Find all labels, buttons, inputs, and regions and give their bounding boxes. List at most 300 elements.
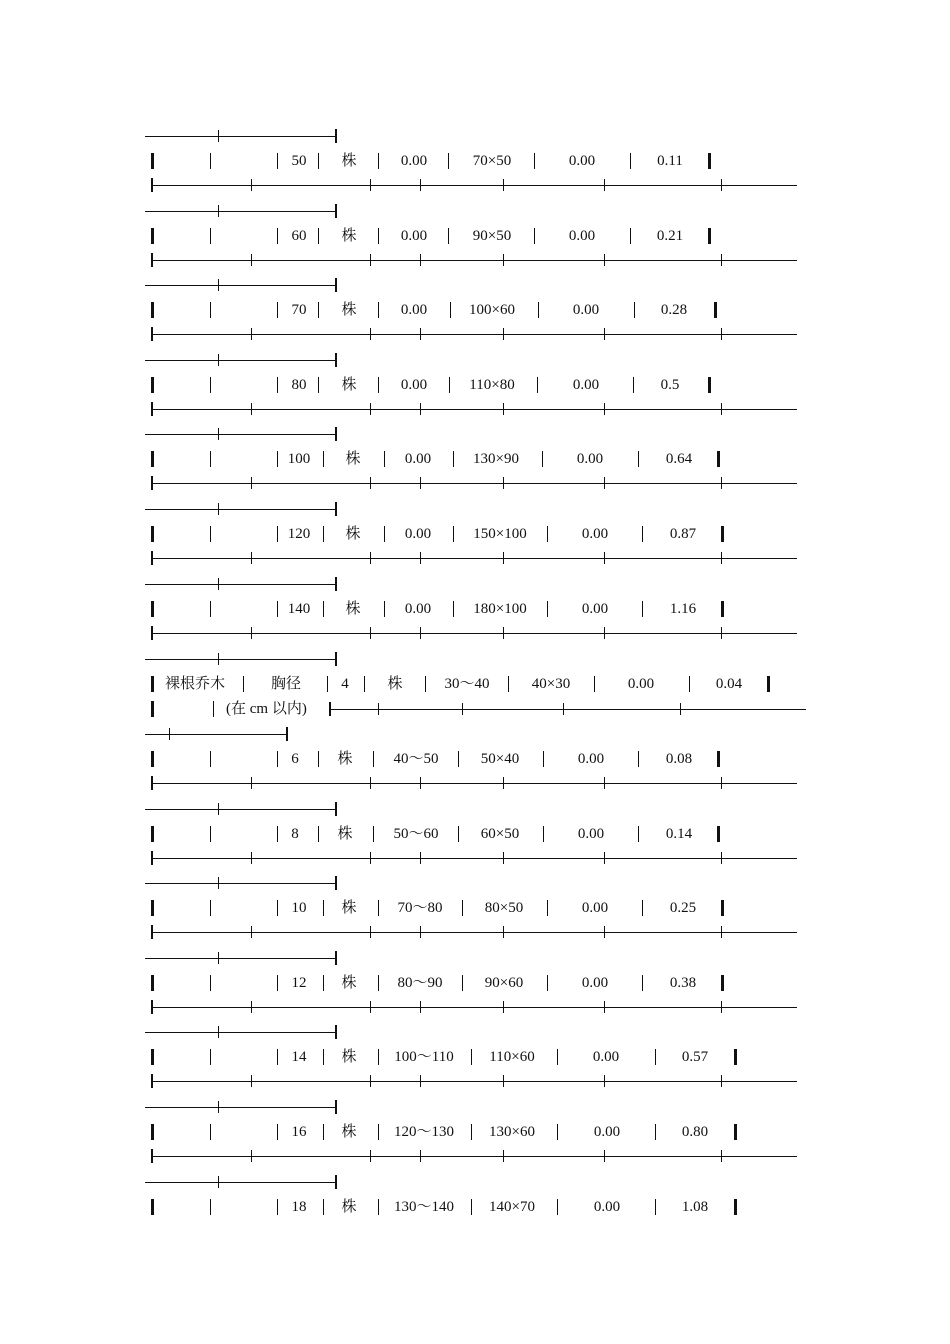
- cell-value-2: 0.00: [593, 1124, 621, 1140]
- table-row-rule-start: [151, 776, 153, 790]
- table-border-fragment: [145, 734, 286, 735]
- cell-unit: 株: [345, 600, 361, 617]
- cell-border: [378, 153, 379, 169]
- cell-value-2: 0.00: [577, 825, 605, 842]
- table-row-rule-tick: [721, 777, 722, 789]
- table-row-rule-tick: [251, 477, 252, 489]
- table-row-rule-tick: [503, 328, 504, 340]
- cell-value-3: 0.64: [665, 451, 693, 468]
- table-border-tick: [218, 803, 219, 815]
- table-row-rule-tick: [604, 1150, 605, 1162]
- cell-border: [384, 451, 385, 467]
- cell-border: [277, 1199, 278, 1215]
- table-border-tick: [218, 279, 219, 291]
- cell-border: [151, 377, 154, 393]
- cell-border: [277, 826, 278, 842]
- table-border-tick: [218, 1101, 219, 1113]
- cell-border: [210, 1199, 211, 1215]
- cell-value-1: 0.00: [400, 227, 428, 244]
- cell-border: [450, 302, 451, 318]
- table-row-rule-tick: [251, 254, 252, 266]
- cell-value-2: 0.00: [581, 974, 609, 991]
- table-row-rule-tick: [420, 1001, 421, 1013]
- table-row-rule-start: [151, 402, 153, 416]
- cell-border: [151, 676, 154, 692]
- table-row-rule: [151, 185, 797, 186]
- table-row-rule-tick: [680, 703, 681, 715]
- cell-border: [471, 1124, 472, 1140]
- table-row-rule-tick: [721, 477, 722, 489]
- table-row-rule-tick: [462, 703, 463, 715]
- cell-border: [543, 751, 544, 767]
- table-row-rule-tick: [721, 627, 722, 639]
- cell-border: [151, 228, 154, 244]
- cell-border: [655, 1199, 656, 1215]
- table-row-rule-tick: [604, 477, 605, 489]
- cell-border: [462, 975, 463, 991]
- cell-border: [642, 526, 643, 542]
- cell-border: [210, 153, 211, 169]
- cell-border: [458, 751, 459, 767]
- table-row-rule-start: [151, 551, 153, 565]
- cell-range: 80～90: [397, 974, 443, 991]
- table-row-rule-tick: [370, 477, 371, 489]
- cell-unit: 株: [345, 451, 361, 468]
- cell-unit: 株: [341, 1124, 357, 1140]
- table-border-fragment: [145, 1107, 335, 1108]
- table-border-tick: [218, 205, 219, 217]
- cell-border: [210, 751, 211, 767]
- cell-value-3: 0.08: [665, 751, 693, 767]
- table-row-rule-tick: [503, 254, 504, 266]
- table-border-tick: [218, 503, 219, 515]
- table-row-rule-tick: [420, 477, 421, 489]
- cell-value-2: 0.00: [572, 376, 600, 393]
- table-row-rule-start: [151, 925, 153, 939]
- cell-diameter: 60: [291, 227, 307, 244]
- table-border-tick: [218, 354, 219, 366]
- table-border-fragment: [145, 509, 335, 510]
- cell-border: [213, 701, 214, 717]
- table-row-rule-tick: [604, 328, 605, 340]
- cell-border: [378, 1199, 379, 1215]
- table-border-end: [335, 951, 337, 965]
- cell-value-3: 0.80: [681, 1124, 709, 1140]
- cell-size: 110×60: [489, 1049, 535, 1066]
- cell-border: [689, 676, 690, 692]
- cell-border: [547, 601, 548, 617]
- table-border-tick: [218, 1176, 219, 1188]
- cell-border: [373, 826, 374, 842]
- table-row-rule: [151, 558, 797, 559]
- cell-size: 100×60: [469, 302, 515, 319]
- table-row-rule-tick: [370, 627, 371, 639]
- cell-border: [151, 1199, 154, 1215]
- cell-value-1: 0.00: [400, 376, 428, 393]
- cell-value-2: 0.00: [576, 451, 604, 468]
- table-row-rule: [151, 633, 797, 634]
- cell-diameter: 14: [291, 1049, 307, 1066]
- cell-border: [318, 228, 319, 244]
- cell-diameter: 8: [291, 825, 299, 842]
- cell-unit: 株: [341, 1049, 357, 1066]
- table-row-rule-tick: [503, 926, 504, 938]
- table-row-rule-tick: [370, 328, 371, 340]
- table-border-end: [335, 1175, 337, 1189]
- table-row-rule-tick: [370, 179, 371, 191]
- table-border-fragment: [145, 1032, 335, 1033]
- cell-border: [318, 153, 319, 169]
- table-row-rule-tick: [604, 852, 605, 864]
- cell-border: [318, 826, 319, 842]
- table-row-rule-tick: [721, 179, 722, 191]
- table-row-rule-tick: [503, 852, 504, 864]
- table-border-end: [335, 652, 337, 666]
- table-row-rule-tick: [420, 1075, 421, 1087]
- cell-value-3: 0.38: [669, 974, 697, 991]
- cell-size: 130×60: [489, 1124, 535, 1140]
- cell-border: [547, 900, 548, 916]
- cell-size: 70×50: [472, 153, 512, 169]
- table-row-rule-tick: [503, 179, 504, 191]
- cell-border: [210, 826, 211, 842]
- cell-diameter: 16: [291, 1124, 307, 1140]
- cell-value-3: 1.08: [681, 1198, 709, 1215]
- cell-size: 110×80: [469, 376, 515, 393]
- table-border-end: [335, 502, 337, 516]
- cell-value-3: 0.28: [660, 302, 688, 319]
- cell-range: 50～60: [393, 825, 439, 842]
- table-row-rule-tick: [563, 703, 564, 715]
- cell-unit: 株: [341, 376, 357, 393]
- table-row-rule-tick: [604, 254, 605, 266]
- cell-border: [721, 975, 724, 991]
- table-row-rule-tick: [503, 627, 504, 639]
- cell-border: [327, 676, 328, 692]
- table-row-rule-start: [151, 253, 153, 267]
- table-row-rule-tick: [420, 777, 421, 789]
- cell-value-3: 0.25: [669, 900, 697, 917]
- cell-value-2: 0.00: [581, 526, 609, 542]
- table-row-rule: [151, 783, 797, 784]
- table-row-rule-tick: [503, 477, 504, 489]
- cell-value-3: 1.16: [669, 600, 697, 617]
- table-border-fragment: [145, 136, 335, 137]
- table-row-rule-tick: [420, 403, 421, 415]
- table-row-rule-tick: [604, 627, 605, 639]
- table-row-rule-tick: [420, 852, 421, 864]
- table-border-end: [335, 802, 337, 816]
- cell-value-1: 0.00: [400, 153, 428, 169]
- cell-border: [151, 826, 154, 842]
- table-border-tick: [218, 428, 219, 440]
- cell-diameter: 120: [287, 526, 311, 542]
- cell-size: 180×100: [473, 600, 527, 617]
- table-row-rule-tick: [604, 1001, 605, 1013]
- cell-border: [721, 900, 724, 916]
- cell-range: 100～110: [394, 1049, 454, 1066]
- cell-border: [557, 1124, 558, 1140]
- table-border-fragment: [145, 883, 335, 884]
- cell-value-3: 0.57: [681, 1049, 709, 1066]
- cell-value-2: 0.00: [577, 751, 605, 767]
- measure-label: 胸径: [270, 676, 302, 692]
- cell-value-3: 0.14: [665, 825, 693, 842]
- cell-value-1: 0.00: [404, 600, 432, 617]
- cell-border: [210, 900, 211, 916]
- table-row-rule-tick: [370, 852, 371, 864]
- table-border-end: [335, 278, 337, 292]
- cell-border: [708, 153, 711, 169]
- table-border-fragment: [145, 809, 335, 810]
- table-row-rule: [329, 709, 806, 710]
- table-row-rule-tick: [721, 1001, 722, 1013]
- cell-border: [378, 377, 379, 393]
- cell-size: 50×40: [480, 751, 520, 767]
- table-row-rule: [151, 858, 797, 859]
- cell-border: [378, 1049, 379, 1065]
- cell-border: [471, 1049, 472, 1065]
- table-row-rule-tick: [251, 328, 252, 340]
- table-row-rule-tick: [420, 926, 421, 938]
- cell-value-3: 0.04: [715, 676, 743, 692]
- cell-unit: 株: [387, 676, 403, 692]
- cell-diameter: 70: [291, 302, 307, 319]
- cell-border: [318, 751, 319, 767]
- table-row-rule-tick: [420, 328, 421, 340]
- cell-unit: 株: [341, 900, 357, 917]
- table-row-rule: [151, 1081, 797, 1082]
- cell-border: [210, 228, 211, 244]
- table-row-rule-tick: [378, 703, 379, 715]
- cell-border: [323, 451, 324, 467]
- cell-diameter: 12: [291, 974, 307, 991]
- cell-border: [534, 228, 535, 244]
- cell-range: 130～140: [393, 1198, 455, 1215]
- table-row-rule-tick: [604, 926, 605, 938]
- cell-border: [538, 302, 539, 318]
- table-row-rule-tick: [721, 852, 722, 864]
- cell-border: [277, 228, 278, 244]
- cell-border: [277, 1124, 278, 1140]
- cell-border: [448, 228, 449, 244]
- cell-border: [453, 601, 454, 617]
- cell-diameter: 80: [291, 376, 307, 393]
- cell-border: [277, 377, 278, 393]
- cell-border: [721, 526, 724, 542]
- cell-border: [151, 751, 154, 767]
- cell-border: [717, 451, 720, 467]
- cell-value-2: 0.00: [568, 227, 596, 244]
- cell-border: [277, 751, 278, 767]
- cell-border: [717, 751, 720, 767]
- cell-border: [630, 228, 631, 244]
- table-row-rule-start: [151, 851, 153, 865]
- table-row-rule-tick: [503, 403, 504, 415]
- table-row-rule: [151, 260, 797, 261]
- cell-border: [717, 826, 720, 842]
- table-row-rule-tick: [251, 1150, 252, 1162]
- cell-border: [378, 302, 379, 318]
- cell-border: [277, 302, 278, 318]
- table-row-rule: [151, 1007, 797, 1008]
- cell-border: [210, 451, 211, 467]
- table-row-rule-tick: [370, 254, 371, 266]
- cell-unit: 株: [341, 227, 357, 244]
- table-row-rule-tick: [251, 1075, 252, 1087]
- table-border-end: [335, 577, 337, 591]
- cell-border: [630, 153, 631, 169]
- table-border-tick: [218, 1026, 219, 1038]
- cell-border: [378, 1124, 379, 1140]
- cell-border: [378, 228, 379, 244]
- cell-size: 80×50: [484, 900, 524, 917]
- cell-range: 40～50: [393, 751, 439, 767]
- cell-border: [543, 826, 544, 842]
- table-border-tick: [218, 578, 219, 590]
- cell-value-2: 0.00: [593, 1198, 621, 1215]
- cell-border: [714, 302, 717, 318]
- table-row-rule-tick: [251, 179, 252, 191]
- cell-size: 60×50: [480, 825, 520, 842]
- cell-border: [151, 153, 154, 169]
- table-border-fragment: [145, 360, 335, 361]
- table-row-rule-tick: [370, 403, 371, 415]
- cell-size: 90×50: [472, 227, 512, 244]
- cell-size: 40×30: [531, 676, 571, 692]
- table-row-rule-tick: [420, 254, 421, 266]
- cell-border: [277, 975, 278, 991]
- cell-border: [547, 526, 548, 542]
- table-row-rule-tick: [721, 1150, 722, 1162]
- cell-border: [557, 1049, 558, 1065]
- cell-border: [323, 526, 324, 542]
- cell-border: [318, 377, 319, 393]
- cell-border: [151, 701, 154, 717]
- cell-border: [534, 153, 535, 169]
- cell-border: [210, 601, 211, 617]
- table-row-rule-tick: [604, 552, 605, 564]
- table-row-rule-tick: [251, 403, 252, 415]
- table-row-rule: [151, 483, 797, 484]
- table-row-rule-tick: [721, 926, 722, 938]
- table-row-rule-tick: [251, 1001, 252, 1013]
- table-row-rule-tick: [721, 254, 722, 266]
- cell-border: [151, 302, 154, 318]
- cell-border: [708, 228, 711, 244]
- cell-unit: 株: [341, 153, 357, 169]
- table-row-rule-tick: [604, 179, 605, 191]
- cell-diameter: 18: [291, 1198, 307, 1215]
- cell-border: [378, 900, 379, 916]
- cell-border: [323, 601, 324, 617]
- cell-unit: 株: [337, 825, 353, 842]
- table-border-tick: [218, 877, 219, 889]
- table-row-rule-tick: [251, 852, 252, 864]
- cell-border: [318, 302, 319, 318]
- cell-border: [642, 601, 643, 617]
- cell-border: [323, 975, 324, 991]
- table-row-rule-tick: [370, 1150, 371, 1162]
- table-row-rule-start: [151, 178, 153, 192]
- cell-unit: 株: [337, 751, 353, 767]
- cell-value-2: 0.00: [581, 600, 609, 617]
- cell-size: 150×100: [473, 526, 527, 542]
- cell-border: [277, 1049, 278, 1065]
- table-border-tick: [169, 728, 170, 740]
- table-border-fragment: [145, 659, 335, 660]
- cell-unit: 株: [341, 1198, 357, 1215]
- cell-border: [449, 377, 450, 393]
- cell-border: [638, 451, 639, 467]
- cell-border: [453, 526, 454, 542]
- cell-border: [384, 526, 385, 542]
- cell-border: [557, 1199, 558, 1215]
- cell-value-2: 0.00: [627, 676, 655, 692]
- table-row-rule-start: [151, 1149, 153, 1163]
- cell-border: [453, 451, 454, 467]
- cell-unit: 株: [341, 974, 357, 991]
- cell-diameter: 6: [291, 751, 299, 767]
- measure-unit-note: (在 cm 以内): [226, 701, 307, 717]
- cell-value-3: 0.21: [656, 227, 684, 244]
- cell-border: [542, 451, 543, 467]
- cell-border: [462, 900, 463, 916]
- table-border-fragment: [145, 285, 335, 286]
- table-row-rule-tick: [370, 926, 371, 938]
- table-row-rule-tick: [604, 1075, 605, 1087]
- cell-border: [638, 826, 639, 842]
- table-row-rule-tick: [721, 328, 722, 340]
- cell-border: [151, 900, 154, 916]
- table-border-end: [335, 1025, 337, 1039]
- cell-border: [277, 526, 278, 542]
- cell-value-3: 0.11: [657, 153, 683, 169]
- table-border-tick: [218, 952, 219, 964]
- cell-border: [655, 1124, 656, 1140]
- cell-border: [151, 526, 154, 542]
- table-row-rule-tick: [721, 552, 722, 564]
- cell-border: [151, 1124, 154, 1140]
- table-border-fragment: [145, 1182, 335, 1183]
- cell-border: [323, 900, 324, 916]
- cell-size: 130×90: [473, 451, 519, 468]
- table-row-rule-tick: [370, 552, 371, 564]
- table-row-rule-tick: [604, 777, 605, 789]
- cell-border: [210, 302, 211, 318]
- table-border-fragment: [145, 584, 335, 585]
- table-row-rule-tick: [251, 627, 252, 639]
- table-row-rule-tick: [721, 403, 722, 415]
- table-row-rule-tick: [721, 1075, 722, 1087]
- table-border-tick: [218, 130, 219, 142]
- cell-value-1: 0.00: [400, 302, 428, 319]
- cell-border: [378, 975, 379, 991]
- cell-value-1: 0.00: [404, 526, 432, 542]
- cell-border: [277, 900, 278, 916]
- table-row-rule: [151, 1156, 797, 1157]
- table-row-rule-tick: [251, 552, 252, 564]
- table-row-rule-start: [151, 476, 153, 490]
- table-border-end: [335, 876, 337, 890]
- table-row-rule-tick: [251, 926, 252, 938]
- table-border-fragment: [145, 958, 335, 959]
- table-row-rule-start: [151, 626, 153, 640]
- table-row-rule-tick: [251, 777, 252, 789]
- cell-diameter: 50: [291, 153, 307, 169]
- cell-border: [638, 751, 639, 767]
- cell-border: [425, 676, 426, 692]
